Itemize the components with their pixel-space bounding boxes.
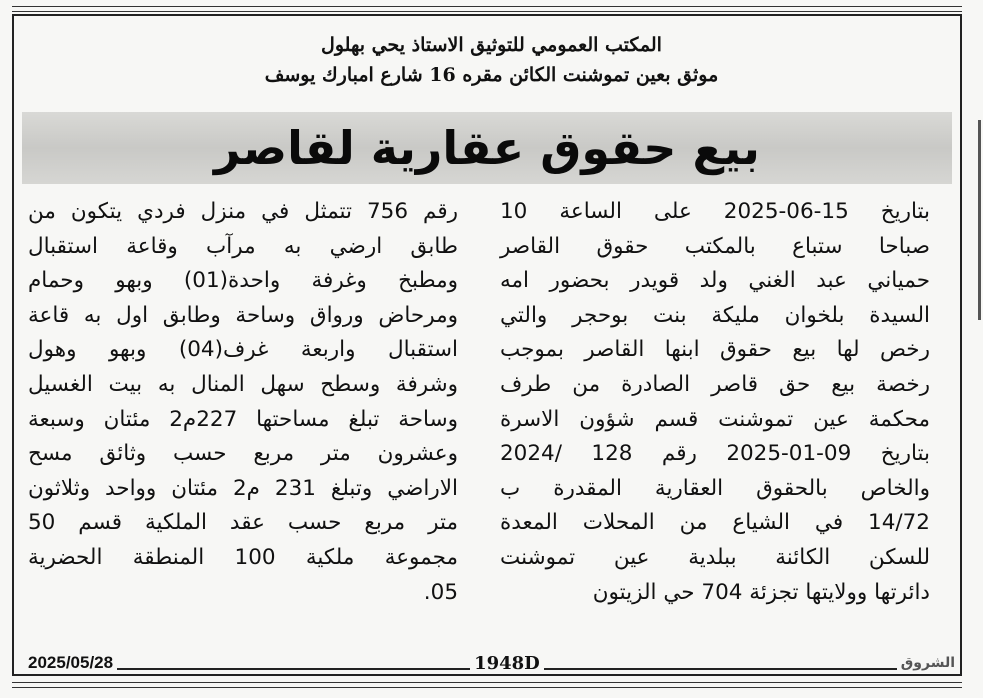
text-line: حمياني عبد الغني ولد قويدر بحضور امه xyxy=(500,268,930,294)
notary-office: المكتب العمومي للتوثيق الاستاذ يحي بهلول xyxy=(321,34,662,56)
text-line: رقم 756 تتمثل في منزل فردي يتكون من xyxy=(28,199,458,224)
text-line: وساحة تبلغ مساحتها 227م2 مئتان وسبعة xyxy=(28,406,458,432)
text-line: بتاريخ 09-01-2025 رقم 128 /2024 xyxy=(500,441,930,467)
text-line: رخص لها بيع حقوق ابنها القاصر بموجب xyxy=(500,337,930,363)
footer-rule xyxy=(544,668,897,670)
text-line: متر مربع حسب عقد الملكية قسم 50 xyxy=(28,510,458,536)
footer xyxy=(28,652,955,674)
text-line: ومرحاض ورواق وساحة وطابق اول به قاعة xyxy=(28,302,458,328)
edge-mark xyxy=(978,120,981,320)
text-line: طابق ارضي به مرآب وقاعة استقبال xyxy=(28,233,458,259)
text-line: ومطبخ وغرفة واحدة(01) وبهو وحمام xyxy=(28,268,458,294)
text-line: للسكن الكائنة ببلدية عين تموشنت xyxy=(500,544,930,570)
text-line: والخاص بالحقوق العقارية المقدرة ب xyxy=(500,475,930,501)
top-border xyxy=(12,6,962,12)
text-column-right xyxy=(500,195,930,610)
text-column-left xyxy=(28,195,458,610)
notary-address: موثق بعين تموشنت الكائن مقره 16 شارع امبارك يوسف xyxy=(264,64,719,86)
text-line: رخصة بيع حق قاصر الصادرة من طرف xyxy=(500,371,930,397)
text-line: مجموعة ملكية 100 المنطقة الحضرية xyxy=(28,544,458,570)
notary-header xyxy=(30,30,953,90)
bottom-border xyxy=(12,682,962,688)
publication-date: 2025/05/28 xyxy=(28,653,114,672)
text-line: استقبال واربعة غرف(04) وبهو وهول xyxy=(28,337,458,363)
text-line: 05. xyxy=(423,579,458,605)
text-line: 14/72 في الشياع من المحلات المعدة xyxy=(500,510,930,536)
footer-rule xyxy=(117,668,470,670)
text-line: بتاريخ 15-06-2025 على الساعة 10 xyxy=(500,199,930,224)
text-line: الاراضي وتبلغ 231 م2 مئتان وواحد وثلاثون xyxy=(28,475,458,501)
text-line: السيدة بلخوان مليكة بنت بوحجر والتي xyxy=(500,302,930,328)
text-line: صباحا ستباع بالمكتب حقوق القاصر xyxy=(500,233,930,259)
publication-name: الشروق xyxy=(900,655,956,671)
text-line: محكمة عين تموشنت قسم شؤون الاسرة xyxy=(500,406,930,432)
ad-code: 1948D xyxy=(474,652,540,674)
text-line: وشرفة وسطح سهل المنال به بيت الغسيل xyxy=(28,371,458,397)
ad-title: بيع حقوق عقارية لقاصر xyxy=(214,121,760,175)
title-banner xyxy=(22,112,952,184)
text-line: دائرتها وولايتها تجزئة 704 حي الزيتون xyxy=(592,579,930,605)
text-line: وعشرون متر مربع حسب وثائق مسح xyxy=(28,441,458,467)
